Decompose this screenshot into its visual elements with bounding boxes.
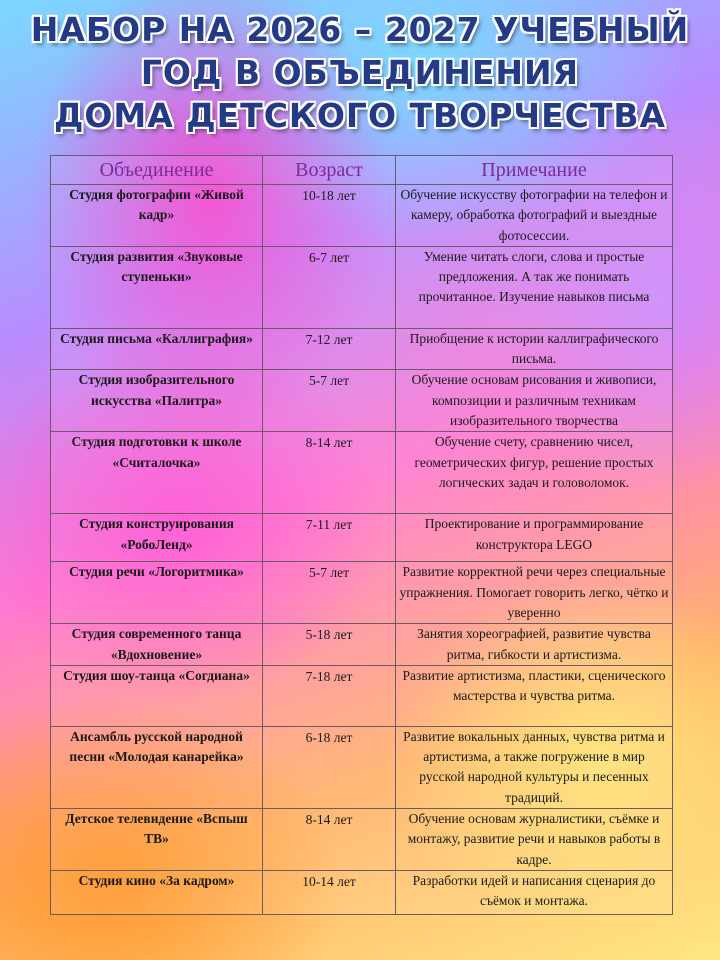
program-name: Студия конструирования «РобоЛенд» (51, 514, 263, 562)
table-row (51, 185, 673, 247)
title-line-3: ДОМА ДЕТСКОГО ТВОРЧЕСТВА (53, 96, 667, 135)
table-row (51, 246, 673, 328)
program-note: Занятия хореографией, развитие чувства ритма, гибкости и артистизма. (396, 624, 673, 666)
header-note: Примечание (396, 156, 673, 185)
program-name: Детское телевидение «Вспыш ТВ» (51, 809, 263, 871)
program-age: 5-7 лет (263, 370, 396, 432)
program-note: Развитие вокальных данных, чувства ритма и артистизма, а также погружение в мир русской народной культуры и песенных традиций. (396, 726, 673, 808)
table-row (51, 370, 673, 432)
program-note: Обучение основам рисования и живописи, композиции и различным техникам изобразительного творчества (396, 370, 673, 432)
program-age: 10-18 лет (263, 185, 396, 247)
program-note: Приобщение к истории каллиграфического письма. (396, 328, 673, 370)
program-note: Развитие корректной речи через специальные упражнения. Помогает говорить легко, чётко и уверенно (396, 562, 673, 624)
program-note: Разработки идей и написания сценария до съёмок и монтажа. (396, 870, 673, 914)
program-note: Умение читать слоги, слова и простые предложения. А так же понимать прочитанное. Изучение навыков письма (396, 246, 673, 328)
table-row (51, 870, 673, 914)
program-age: 7-12 лет (263, 328, 396, 370)
table-row (51, 726, 673, 808)
table-row (51, 432, 673, 514)
header-age: Возраст (263, 156, 396, 185)
program-note: Обучение искусству фотографии на телефон и камеру, обработка фотографий и выездные фотосессии. (396, 185, 673, 247)
table-row (51, 809, 673, 871)
title-line-1: НАБОР НА 2026 – 2027 УЧЕБНЫЙ (30, 10, 690, 49)
program-name: Студия изобразительного искусства «Палитра» (51, 370, 263, 432)
program-name: Студия речи «Логоритмика» (51, 562, 263, 624)
program-note: Обучение счету, сравнению чисел, геометрических фигур, решение простых логических задач и головоломок. (396, 432, 673, 514)
program-age: 10-14 лет (263, 870, 396, 914)
program-age: 5-18 лет (263, 624, 396, 666)
header-name: Объединение (51, 156, 263, 185)
program-note: Развитие артистизма, пластики, сценического мастерства и чувства ритма. (396, 665, 673, 726)
program-age: 7-11 лет (263, 514, 396, 562)
program-name: Студия развития «Звуковые ступеньки» (51, 246, 263, 328)
programs-table (50, 155, 673, 915)
page-title (0, 8, 720, 137)
program-name: Студия кино «За кадром» (51, 870, 263, 914)
program-age: 8-14 лет (263, 432, 396, 514)
table-row (51, 514, 673, 562)
table-row (51, 624, 673, 666)
program-note: Проектирование и программирование конструктора LEGO (396, 514, 673, 562)
program-age: 6-7 лет (263, 246, 396, 328)
program-name: Студия письма «Каллиграфия» (51, 328, 263, 370)
table-row (51, 665, 673, 726)
program-name: Студия шоу-танца «Согдиана» (51, 665, 263, 726)
program-age: 7-18 лет (263, 665, 396, 726)
program-note: Обучение основам журналистики, съёмке и монтажу, развитие речи и навыков работы в кадре. (396, 809, 673, 871)
program-name: Студия подготовки к школе «Считалочка» (51, 432, 263, 514)
table-header-row (51, 156, 673, 185)
program-name: Ансамбль русской народной песни «Молодая канарейка» (51, 726, 263, 808)
program-age: 8-14 лет (263, 809, 396, 871)
table-row (51, 328, 673, 370)
table-row (51, 562, 673, 624)
program-age: 6-18 лет (263, 726, 396, 808)
title-line-2: ГОД В ОБЪЕДИНЕНИЯ (140, 53, 580, 92)
program-age: 5-7 лет (263, 562, 396, 624)
program-name: Студия современного танца «Вдохновение» (51, 624, 263, 666)
program-name: Студия фотографии «Живой кадр» (51, 185, 263, 247)
